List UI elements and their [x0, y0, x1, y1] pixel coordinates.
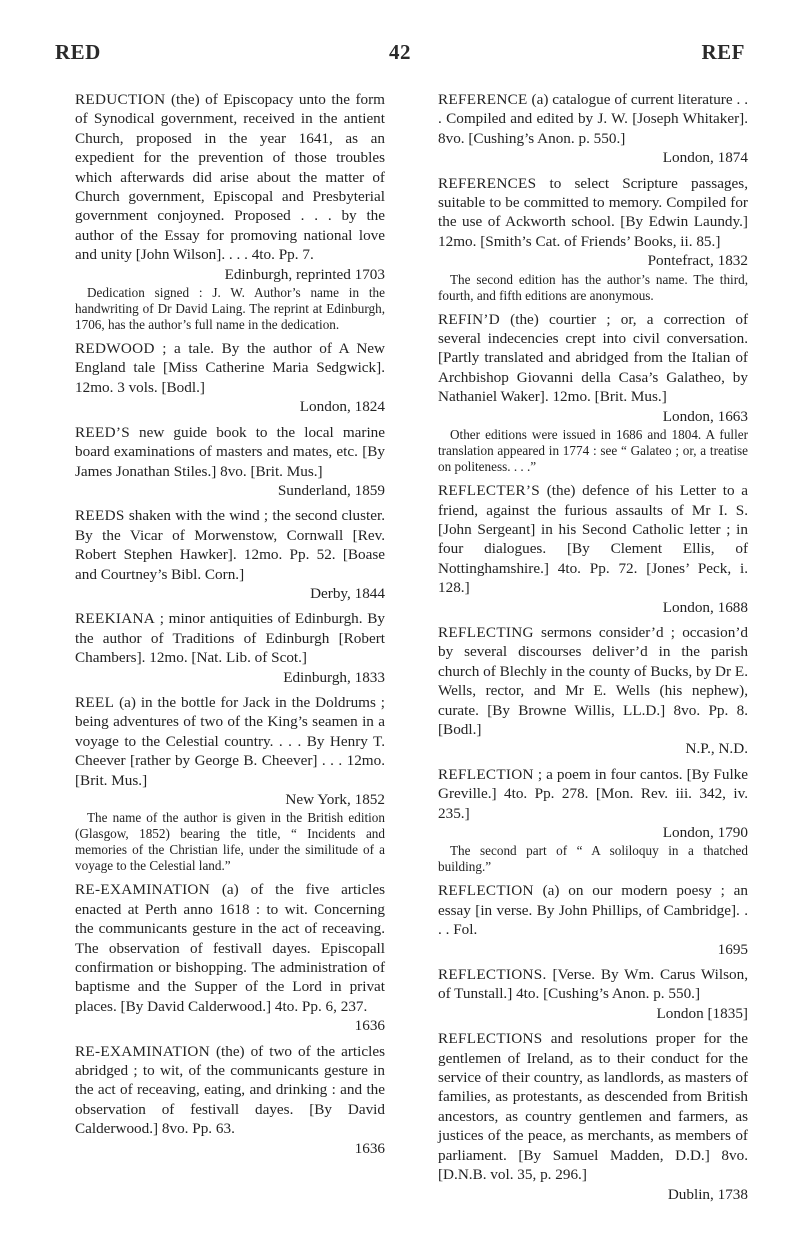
entry-text: sermons consider’d ; occasion’d by several discourses deliver’d in the parish church of Blechly in the county of Bucks, by Dr E. Wells, rector, and Mr E. Wells (his nephew), curate. [By Browne Willis, LL.D.] 8vo. Pp. 8. [Bodl.] [438, 623, 748, 738]
bibliography-entry [75, 1042, 385, 1158]
entry-text: (a) of the five articles enacted at Perth anno 1618 : to wit. Concerning the communicants gesture in the act of receaving. The observation of festivall dayes. Episcopall confirmation or bishopping. The administration of baptisme and the Supper of the Lord in privat places. [By David Calderwood.] 4to. Pp. 6, 237. [75, 881, 385, 1015]
entry-headword: REFLECTIONS. [438, 966, 547, 984]
entry-text: ; minor antiquities of Edinburgh. By the author of Traditions of Edinburgh [Robert Chambers]. 12mo. [Nat. Lib. of Scot.] [75, 610, 385, 667]
entry-imprint: London, 1874 [662, 149, 748, 167]
entry-note: The second edition has the author’s name. The third, fourth, and fifth editions are anonymous. [438, 271, 748, 303]
bibliography-entry [438, 90, 748, 168]
entry-imprint: Edinburgh, 1833 [283, 668, 385, 686]
entry-note: Dedication signed : J. W. Author’s name in the handwriting of Dr David Laing. The reprint at Edinburgh, 1706, has the author’s full name in the dedication. [75, 285, 385, 333]
entry-imprint: Dublin, 1738 [667, 1185, 748, 1203]
bibliography-entry [438, 881, 748, 959]
bibliography-entry [75, 90, 385, 333]
entry-text: to select Scripture passages, suitable to be committed to memory. Compiled for the use of Ackworth school. [By Edwin Laundy.] 12mo. [Smith’s Cat. of Friends’ Books, ii. 85.] [438, 174, 748, 250]
entry-headword: REFLECTION [438, 882, 534, 900]
entry-text: new guide book to the local marine board examinations of masters and mates, etc. [By James Jonathan Stiles.] 8vo. [Brit. Mus.] [75, 423, 385, 480]
entry-headword: REFLECTIONS [438, 1030, 543, 1048]
entry-headword: REDUCTION [75, 91, 166, 108]
entry-text: [Verse. By Wm. Carus Wilson, of Tunstall.] 4to. [Cushing’s Anon. p. 550.] [438, 966, 748, 1003]
entry-headword: REFERENCES [438, 174, 537, 192]
entry-headword: REFERENCE [438, 91, 528, 108]
bibliography-entry [75, 880, 385, 1035]
entry-headword: RE-EXAMINATION [75, 1042, 210, 1060]
entry-text: ; a tale. By the author of A New England tale [Miss Catherine Maria Sedgwick]. 12mo. 3 vols. [Bodl.] [75, 340, 385, 396]
bibliography-entry [438, 623, 748, 759]
entry-imprint: 1636 [354, 1139, 385, 1157]
entry-text: (a) on our modern poesy ; an essay [in verse. By John Phillips, of Cambridge]. . . . Fol. [438, 882, 748, 939]
entry-headword: REDWOOD [75, 340, 155, 358]
entry-imprint: New York, 1852 [285, 791, 385, 808]
entry-imprint: London [1835] [656, 1004, 748, 1022]
entry-imprint: London, 1688 [662, 598, 748, 616]
entry-headword: REEL [75, 693, 115, 711]
entry-imprint: London, 1824 [299, 398, 385, 416]
bibliography-entry [75, 423, 385, 501]
entry-text: ; a poem in four cantos. [By Fulke Greville.] 4to. Pp. 278. [Mon. Rev. iii. 342, iv. 235.] [438, 765, 748, 822]
entry-imprint: 1636 [354, 1017, 385, 1035]
entry-headword: REED’S [75, 423, 130, 441]
entry-headword: RE-EXAMINATION [75, 881, 210, 899]
left-column [75, 90, 385, 1164]
entry-imprint: Derby, 1844 [310, 584, 385, 602]
entry-headword: REFIN’D [438, 310, 501, 328]
entry-imprint: N.P., N.D. [685, 740, 748, 758]
entry-note: The name of the author is given in the British edition (Glasgow, 1852) bearing the title, “ Incidents and memories of the Christian life, under the similitude of a voyage to the Celestial land.” [75, 810, 385, 874]
entry-text: and resolutions proper for the gentlemen of Ireland, as to their conduct for the service of their country, as landlords, as masters of families, as protestants, as descended from British ancestors, as country gentlemen and farmers, as justices of the peace, as merchants, as members of parliament. [By Samuel Madden, D.D.] 8vo. [D.N.B. vol. 35, p. 296.] [438, 1030, 748, 1184]
bibliography-entry [75, 609, 385, 687]
entry-headword: REEDS [75, 507, 125, 525]
entry-imprint: London, 1663 [662, 407, 748, 425]
entry-headword: REFLECTER’S [438, 482, 541, 500]
entry-imprint: 1695 [717, 940, 748, 958]
header-right-word: REF [701, 40, 745, 64]
bibliography-entry [438, 765, 748, 876]
bibliography-entry [438, 174, 748, 304]
entry-imprint: Pontefract, 1832 [647, 252, 748, 270]
entry-headword: REFLECTING [438, 623, 534, 641]
bibliography-entry [438, 481, 748, 617]
entry-headword: REEKIANA [75, 610, 156, 628]
entry-text: (the) of Episcopacy unto the form of Synodical government, received in the antient Church, proposed in the year 1641, as an expedient for the prevention of those troubles which afterwards did arise about the matter of Church government, Episcopal and Presbyterial government conjoyned. Proposed . . . by the author of the Essay for promoving national love and unity [John Wilson]. . . . 4to. Pp. 7. [75, 91, 385, 264]
bibliography-entry [75, 506, 385, 603]
entry-imprint: Edinburgh, reprinted 1703 [224, 265, 385, 283]
entry-text: (the) defence of his Letter to a friend, against the furious assaults of Mr I. S. [John Sergeant] in his Second Catholic letter ; in four dialogues. [By Clement Ellis, of Nottinghamshire.] 4to. Pp. 72. [Jones’ Peck, i. 128.] [438, 482, 748, 597]
entry-note: Other editions were issued in 1686 and 1804. A fuller translation appeared in 1774 : see “ Galateo ; or, a treatise on politeness. . . .” [438, 427, 748, 475]
running-header [55, 40, 745, 70]
right-column [438, 90, 748, 1210]
header-left-word: RED [55, 40, 101, 64]
entry-imprint: London, 1790 [662, 824, 748, 841]
entry-text: (a) catalogue of current literature . . . Compiled and edited by J. W. [Joseph Whitaker]. 8vo. [Cushing’s Anon. p. 550.] [438, 91, 748, 147]
bibliography-entry [75, 339, 385, 417]
entry-text: (the) of two of the articles abridged ; to wit, of the communicants gesture in the act of receaving, eating, and drinking : and the observation of festivall dayes. [By David Calderwood.] 8vo. Pp. 63. [75, 1042, 385, 1138]
page-number: 42 [389, 40, 411, 64]
bibliography-entry [75, 693, 385, 874]
entry-text: shaken with the wind ; the second cluster. By the Vicar of Morwenstow, Cornwall [Rev. Robert Stephen Hawker]. 12mo. Pp. 52. [Boase and Courtney’s Bibl. Corn.] [75, 507, 385, 583]
bibliography-entry [438, 310, 748, 475]
entry-imprint: Sunderland, 1859 [277, 481, 385, 499]
entry-headword: REFLECTION [438, 765, 534, 783]
entry-note: The second part of “ A soliloquy in a thatched building.” [438, 843, 748, 875]
entry-text: (a) in the bottle for Jack in the Doldrums ; being adventures of two of the King’s seamen in a voyage to the Celestial country. . . . By Henry T. Cheever [rather by George B. Cheever] . . . 12mo. [Brit. Mus.] [75, 693, 385, 789]
bibliography-entry [438, 965, 748, 1023]
bibliography-entry [438, 1029, 748, 1204]
entry-text: (the) courtier ; or, a correction of several indecencies crept into civil conversation. [Partly translated and abridged from the Italian of Archbishop Giovanni della Casa’s Galatheo, by Nathaniel Waker]. 12mo. [Brit. Mus.] [438, 310, 748, 406]
